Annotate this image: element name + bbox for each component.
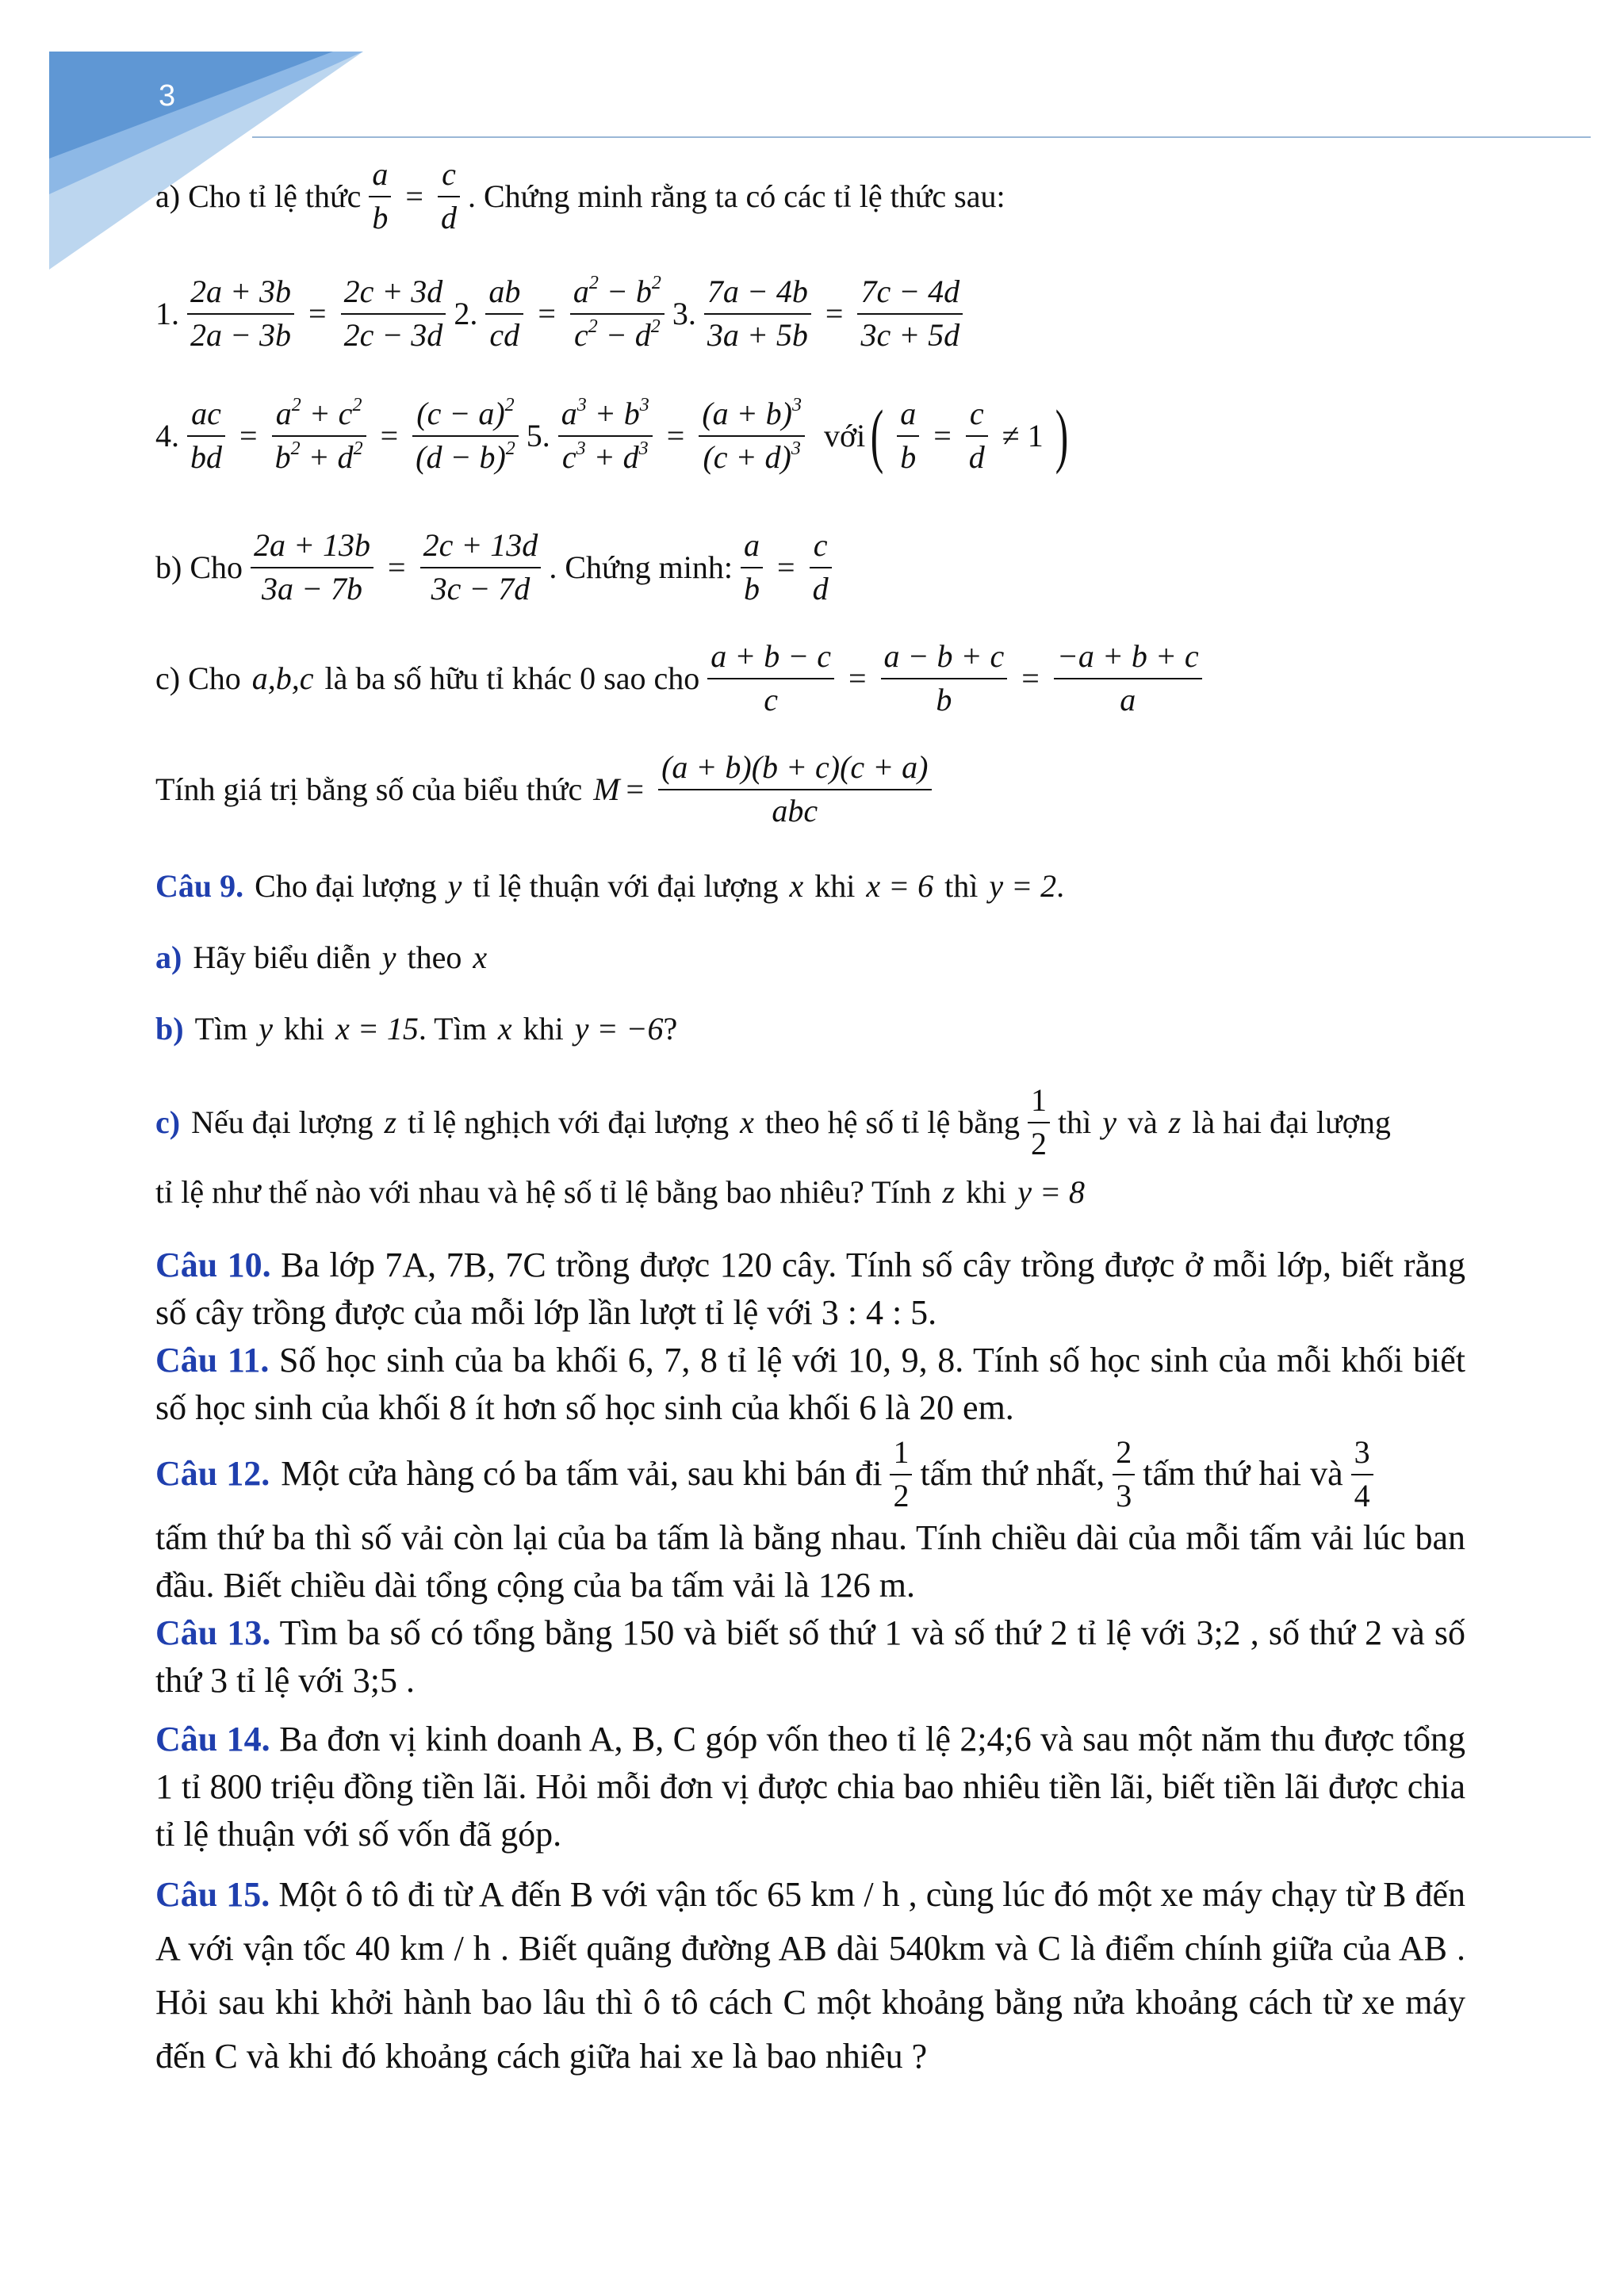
question-11-text: Số học sinh của ba khối 6, 7, 8 tỉ lệ với 10, 9, 8. Tính số học sinh của mỗi khối biết số học sinh của khối 8 ít hơn số học sinh của khối 6 là 20 em.	[155, 1341, 1466, 1427]
q9b-text: Tìm	[194, 1011, 248, 1047]
question-11-label: Câu 11.	[155, 1341, 270, 1380]
item-number-2: 2.	[454, 295, 478, 331]
formula-4-c: $\frac{(c - a)^2}{(d - b)^2}$	[412, 396, 519, 476]
question-12-label: Câu 12.	[155, 1454, 270, 1494]
q9c-text-2: tỉ lệ nghịch với đại lượng	[408, 1104, 730, 1140]
q9-cond-x: x = 6	[866, 868, 934, 904]
formula-2-left: $\frac{ab}{cd}$	[485, 274, 523, 354]
q12-rest-text: tấm thứ ba thì số vải còn lại của ba tấm là bằng nhau. Tính chiều dài của mỗi tấm vải lúc ban đầu. Biết chiều dài tổng cộng của ba tấm vải là 126 m.	[155, 1518, 1465, 1605]
question-9b	[155, 1010, 677, 1048]
q9c-text-1: Nếu đại lượng	[191, 1104, 373, 1140]
q9c-va: và	[1127, 1104, 1158, 1140]
q9c2-var-z: z	[942, 1174, 956, 1210]
formula-row-1: 1. $\frac{2a + 3b}{2a - 3b}$ = $\frac{2c + 3d}{2c - 3d}$ 2. $\frac{ab}{cd}$ = $\frac{a^2 - b^2}{c^2 - d^2}$ 3. $\frac{7a - 4b}{3a + 5b}$ = $\frac{7c - 4d}{3c + 5d}$	[155, 274, 971, 354]
question-15-label: Câu 15.	[155, 1875, 270, 1914]
part-c-lead: c) Cho	[155, 660, 241, 696]
q9c-text-4: thì	[1057, 1104, 1092, 1140]
q12-fraction-2: $\frac{2}{3}$	[1113, 1435, 1135, 1514]
q9c-var-z: z	[384, 1104, 397, 1140]
q9-var-x: x	[789, 868, 804, 904]
part-a-lead: a) Cho tỉ lệ thức	[155, 178, 362, 214]
item-number-4: 4.	[155, 417, 179, 453]
q9b-khi: khi	[284, 1011, 325, 1047]
q12-fraction-3: $\frac{3}{4}$	[1351, 1435, 1373, 1514]
formula-3-right: $\frac{7c - 4d}{3c + 5d}$	[857, 274, 963, 354]
part-a-line: a) Cho tỉ lệ thức $\frac{a}{b}$ = $\frac{c}{d}$ . Chứng minh rằng ta có các tỉ lệ thức sau:	[155, 156, 1005, 235]
question-13-text: Tìm ba số có tổng bằng 150 và biết số thứ 1 và số thứ 2 tỉ lệ với 3;2 , số thứ 2 và số thứ 3 tỉ lệ với 3;5 .	[155, 1613, 1465, 1700]
expression-m-line: Tính giá trị bằng số của biểu thức M = $\frac{(a + b)(b + c)(c + a)}{\text{abc}}$	[155, 750, 940, 829]
formula-4-a: $\frac{ac}{bd}$	[187, 396, 225, 476]
question-12	[155, 1435, 1381, 1514]
part-c-line: c) Cho a,b,c là ba số hữu tỉ khác 0 sao cho $\frac{a + b - c}{c}$ = $\frac{a - b + c}{b}$ = $\frac{-a + b + c}{a}$	[155, 639, 1210, 718]
q9c2-text: tỉ lệ như thế nào với nhau và hệ số tỉ lệ bằng bao nhiêu? Tính	[155, 1174, 932, 1210]
q9c-var-y: y	[1102, 1104, 1116, 1140]
question-13-label: Câu 13.	[155, 1613, 271, 1652]
q9-text-5: .	[1056, 868, 1065, 904]
fraction-a-over-b: $\frac{a}{b}$	[369, 157, 391, 236]
part-b-a-over-b: $\frac{a}{b}$	[741, 528, 763, 607]
question-9	[155, 867, 1064, 905]
formula-4-b: $\frac{a^2 + c^2}{b^2 + d^2}$	[272, 396, 366, 476]
q9c2-cond-y: y = 8	[1017, 1174, 1085, 1210]
q9b-label: b)	[155, 1011, 184, 1047]
formula-row-2: 4. $\frac{ac}{bd}$ = $\frac{a^2 + c^2}{b^2 + d^2}$ = $\frac{(c - a)^2}{(d - b)^2}$ 5. $\frac{a^3 + b^3}{c^3 + d^3}$ = $\frac{(a + b)^3}{(c + d)^3}$ với ( $\frac{a}{b}$ = $\frac{c}{d}$ ≠ 1 )	[155, 395, 1068, 475]
q9b-question-mark: ?	[663, 1011, 678, 1047]
question-9a	[155, 939, 487, 977]
question-15	[155, 1868, 1465, 2084]
item-number-1: 1.	[155, 295, 179, 331]
part-c-variables: a,b,c	[251, 660, 314, 696]
fraction-c-over-d: $\frac{c}{d}$	[438, 157, 460, 236]
question-10-label: Câu 10.	[155, 1246, 271, 1284]
q9-var-y: y	[447, 868, 462, 904]
q9a-var-y: y	[381, 939, 396, 975]
question-9c-line-2	[155, 1173, 1085, 1211]
part-c-frac-3: $\frac{-a + b + c}{a}$	[1054, 639, 1202, 718]
part-a-tail: . Chứng minh rằng ta có các tỉ lệ thức sau:	[467, 178, 1005, 214]
page-number: 3	[159, 79, 176, 113]
formula-5-right: $\frac{(a + b)^3}{(c + d)^3}$	[699, 396, 805, 476]
question-14	[155, 1716, 1465, 1858]
q9-text-1: Cho đại lượng	[255, 868, 437, 904]
question-11	[155, 1337, 1465, 1432]
q12-text-2: tấm thứ nhất,	[920, 1454, 1105, 1494]
condition-voi: với	[823, 417, 866, 453]
condition-a-over-b: $\frac{a}{b}$	[897, 396, 919, 476]
part-c-frac-1: $\frac{a + b - c}{c}$	[707, 639, 834, 718]
condition-c-over-d: $\frac{c}{d}$	[966, 396, 988, 476]
part-c-tail: là ba số hữu tỉ khác 0 sao cho	[324, 660, 700, 696]
question-14-label: Câu 14.	[155, 1720, 270, 1758]
q9c-coefficient-fraction: $\frac{1}{2}$	[1028, 1083, 1050, 1162]
part-b-mid: . Chứng minh:	[549, 549, 733, 585]
q9-text-4: thì	[944, 868, 979, 904]
item-number-3: 3.	[672, 295, 696, 331]
q9c-var-z-2: z	[1168, 1104, 1182, 1140]
expression-m-fraction: $\frac{(a + b)(b + c)(c + a)}{\text{abc}}$	[658, 750, 931, 829]
q12-text-1: Một cửa hàng có ba tấm vải, sau khi bán đi	[281, 1454, 883, 1494]
formula-2-right: $\frac{a^2 - b^2}{c^2 - d^2}$	[570, 274, 665, 354]
formula-1-right: $\frac{2c + 3d}{2c - 3d}$	[341, 274, 446, 354]
q9b-var-x: x	[497, 1011, 512, 1047]
q9a-label: a)	[155, 939, 182, 975]
question-10-text: Ba lớp 7A, 7B, 7C trồng được 120 cây. Tính số cây trồng được ở mỗi lớp, biết rằng số cây trồng được của mỗi lớp lần lượt tỉ lệ với 3 : 4 : 5.	[155, 1246, 1465, 1332]
q9b-dot: . Tìm	[418, 1011, 487, 1047]
part-c-frac-2: $\frac{a - b + c}{b}$	[881, 639, 1008, 718]
q9-cond-y: y = 2	[989, 868, 1057, 904]
q9a-var-x: x	[473, 939, 488, 975]
part-b-lead: b) Cho	[155, 549, 243, 585]
q9b-var-y: y	[259, 1011, 274, 1047]
q9c-text-3: theo hệ số tỉ lệ bằng	[764, 1104, 1020, 1140]
part-b-c-over-d: $\frac{c}{d}$	[810, 528, 832, 607]
q9c-var-x: x	[740, 1104, 754, 1140]
q9a-text: Hãy biểu diễn	[193, 939, 371, 975]
part-b-right: $\frac{2c + 13d}{3c - 7d}$	[420, 528, 542, 607]
formula-3-left: $\frac{7a - 4b}{3a + 5b}$	[704, 274, 811, 354]
question-15-text: Một ô tô đi từ A đến B với vận tốc 65 km / h , cùng lúc đó một xe máy chạy từ B đến A với vận tốc 40 km / h . Biết quãng đường AB dài 540km và C là điểm chính giữa của AB . Hỏi sau khi khởi hành bao lâu thì ô tô cách C một khoảng bằng nửa khoảng cách từ xe máy đến C và khi đó khoảng cách giữa hai xe là bao nhiêu ?	[155, 1875, 1465, 2076]
q9c2-khi: khi	[966, 1174, 1007, 1210]
q9-text-3: khi	[814, 868, 856, 904]
part-b-line: b) Cho $\frac{2a + 13b}{3a - 7b}$ = $\frac{2c + 13d}{3c - 7d}$ . Chứng minh: $\frac{a}{b}$ = $\frac{c}{d}$	[155, 528, 840, 607]
question-9-label: Câu 9.	[155, 868, 244, 904]
q9b-cond-x: x = 15	[335, 1011, 419, 1047]
q12-fraction-1: $\frac{1}{2}$	[890, 1435, 912, 1514]
formula-1-left: $\frac{2a + 3b}{2a - 3b}$	[187, 274, 294, 354]
question-13	[155, 1609, 1465, 1705]
formula-5-left: $\frac{a^3 + b^3}{c^3 + d^3}$	[558, 396, 653, 476]
q9a-theo: theo	[407, 939, 462, 975]
question-10	[155, 1242, 1465, 1337]
q9b-khi-2: khi	[523, 1011, 564, 1047]
q9c-text-5: là hai đại lượng	[1192, 1104, 1391, 1140]
expression-m-lead: Tính giá trị bằng số của biểu thức	[155, 771, 583, 807]
question-14-text: Ba đơn vị kinh doanh A, B, C góp vốn theo tỉ lệ 2;4;6 và sau một năm thu được tổng 1 tỉ 800 triệu đồng tiền lãi. Hỏi mỗi đơn vị được chia bao nhiêu tiền lãi, biết tiền lãi được chia tỉ lệ thuận với số vốn đã góp.	[155, 1720, 1466, 1854]
header-rule	[252, 136, 1591, 138]
part-b-left: $\frac{2a + 13b}{3a - 7b}$	[251, 528, 373, 607]
q9c-label: c)	[155, 1104, 181, 1140]
q9-text-2: tỉ lệ thuận với đại lượng	[473, 868, 779, 904]
q12-text-3: tấm thứ hai và	[1143, 1454, 1343, 1494]
question-12-continued	[155, 1514, 1465, 1609]
question-9c	[155, 1083, 1391, 1162]
item-number-5: 5.	[526, 417, 550, 453]
q9b-cond-y: y = −6	[574, 1011, 664, 1047]
